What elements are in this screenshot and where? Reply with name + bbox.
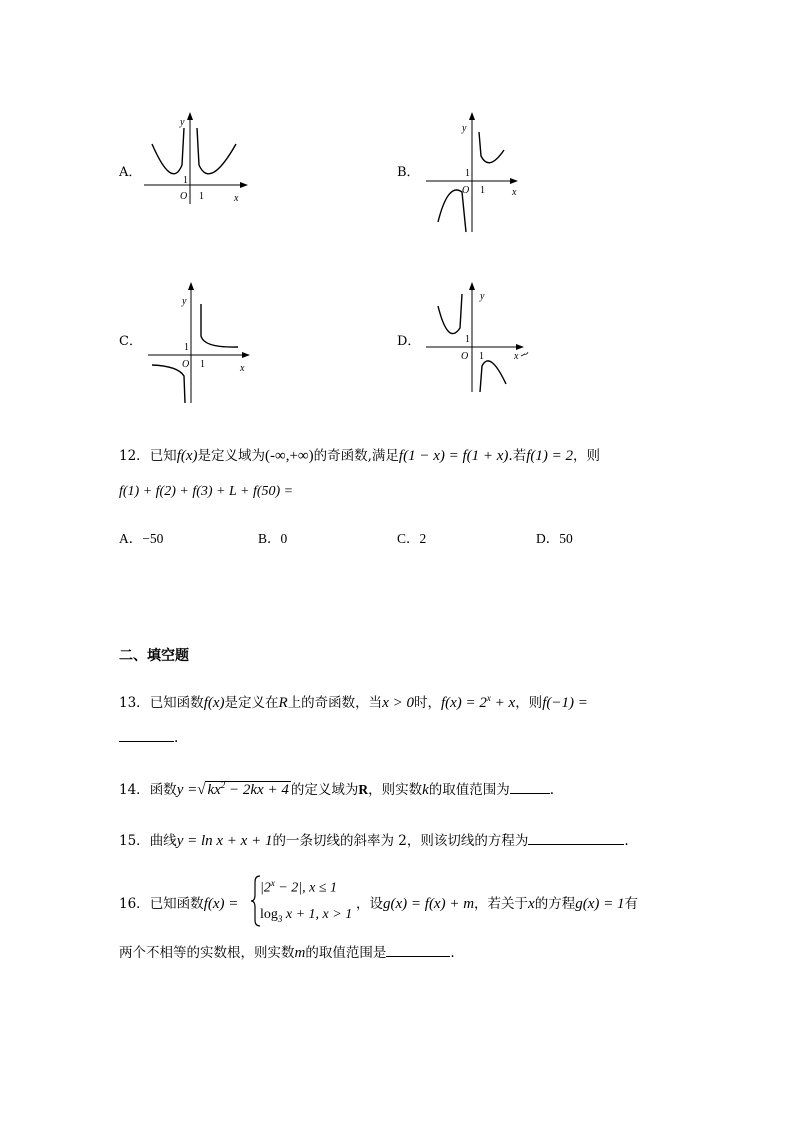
curve-right <box>479 132 504 163</box>
option-b-graph <box>424 110 534 235</box>
q14-k: k <box>422 782 429 798</box>
q16-case2-sub: 3 <box>277 913 283 924</box>
tick-one-x: 1 <box>480 185 485 196</box>
q16-number: 16． <box>119 896 150 912</box>
q13-text: 上的奇函数，当 <box>287 695 383 711</box>
q16-line2 <box>119 942 455 963</box>
q14-number: 14． <box>119 782 150 798</box>
q16-case1-a: |2 <box>260 880 271 896</box>
q16-text: 的方程 <box>534 896 576 912</box>
q14-radicand-a: kx <box>207 782 221 798</box>
q12-choice-d: D．50 <box>536 531 573 546</box>
q15-text: 曲线 <box>149 833 177 849</box>
x-axis-arrow <box>510 178 518 184</box>
curve-left <box>152 128 184 174</box>
tick-one-x: 1 <box>479 351 484 362</box>
q12-text: .若 <box>508 448 527 464</box>
q13-answer-line <box>119 727 178 748</box>
tick-one-x: 1 <box>199 191 204 202</box>
q16-text: 两个不相等的实数根，则实数 <box>119 945 295 961</box>
q16-case2-a: log <box>260 907 278 922</box>
q14-text: ，则实数 <box>368 782 423 798</box>
q13-fx: f(x) <box>203 695 225 711</box>
q12-fx: f(x) <box>176 448 198 464</box>
q13-text: 已知函数 <box>149 695 204 711</box>
q13-expr-exp: x <box>486 693 491 703</box>
q12-condition: f(1 − x) = f(1 + x) <box>398 448 509 464</box>
q12-text: 是定义域为 <box>197 448 266 464</box>
q13-text: 是定义在 <box>224 695 279 711</box>
q12-text: 的奇函数,满足 <box>313 448 399 464</box>
axis-y-label: y <box>182 296 187 307</box>
q13-text: 时， <box>413 695 441 711</box>
axis-y-label: y <box>480 291 485 302</box>
q13-number: 13． <box>119 695 150 711</box>
q13-condition: x > 0 <box>382 695 414 711</box>
q14-text: 函数 <box>149 782 177 798</box>
q15-number: 15． <box>119 833 150 849</box>
x-axis-arrow <box>242 352 250 358</box>
curve-right <box>480 361 506 392</box>
q15-line <box>119 830 629 851</box>
q13-line1 <box>119 688 588 713</box>
q16-start <box>119 894 238 914</box>
q16-text: ，若关于 <box>474 896 529 912</box>
y-axis-arrow <box>188 282 194 290</box>
q12-text: 已知 <box>149 448 177 464</box>
q16-text: ，设 <box>356 896 383 912</box>
q14-radicand-sq: 2 <box>220 780 226 790</box>
q16-rest <box>356 894 638 914</box>
q14-radicand <box>205 781 290 798</box>
q14-radicand-b: − 2kx + 4 <box>225 782 289 798</box>
q12-text: ，则 <box>572 448 600 464</box>
x-axis-arrow <box>240 182 248 188</box>
q14-answer-blank[interactable] <box>510 779 550 794</box>
q14-R: R <box>358 782 369 797</box>
q12-choice-c: C．2 <box>397 531 427 546</box>
origin-label: O <box>180 191 188 202</box>
sqrt-icon: √ <box>197 782 206 798</box>
axis-y-label: y <box>180 117 185 128</box>
axis-x-label: x <box>234 193 239 204</box>
q14-line <box>119 775 554 800</box>
axis-x-label: x <box>512 187 517 198</box>
q15-text: 的一条切线的斜率为 2，则该切线的方程为 <box>272 833 529 849</box>
tick-one-y: 1 <box>184 342 189 353</box>
q13-expr-rhs: + x <box>490 695 516 711</box>
q16-x: x <box>528 896 535 912</box>
axis-x-label: x <box>514 351 519 362</box>
q12-f1: f(1) = 2 <box>526 448 573 464</box>
y-axis-arrow <box>469 282 475 290</box>
x-axis-arrow <box>516 344 524 350</box>
q16-case1-exp: x <box>270 878 275 888</box>
q15-end: . <box>624 833 629 849</box>
option-b-label: B． <box>397 165 420 180</box>
q14-text: 的定义域为 <box>290 782 359 798</box>
origin-label: O <box>182 359 190 370</box>
q13-query: f(−1) = <box>542 695 588 711</box>
q13-end: . <box>174 730 179 746</box>
q13-R: R <box>278 695 288 711</box>
option-d-label: D． <box>397 334 421 349</box>
y-axis-arrow <box>187 112 193 120</box>
q16-answer-blank[interactable] <box>386 942 450 957</box>
q15-curve: y = ln x + x + 1 <box>176 833 273 849</box>
q12-choice-a: A．−50 <box>119 531 164 546</box>
q13-expression <box>441 695 515 711</box>
q14-radical <box>197 775 291 800</box>
return-mark-icon <box>521 352 528 356</box>
q16-f-lhs: f(x) = <box>203 896 239 912</box>
q16-end: . <box>450 945 455 961</box>
q13-text: ，则 <box>515 695 543 711</box>
option-c-graph <box>146 280 258 405</box>
q16-m: m <box>294 945 306 961</box>
q12-line1 <box>119 446 600 466</box>
curve-left <box>438 294 462 334</box>
origin-label: O <box>462 185 470 196</box>
q14-text: 的取值范围为 <box>428 782 510 798</box>
q16-g-def: g(x) = f(x) + m <box>383 896 475 912</box>
option-c-label: C． <box>119 334 142 349</box>
axis-x-label: x <box>240 363 245 374</box>
q16-case1 <box>260 878 337 897</box>
q16-g-eq: g(x) = 1 <box>575 896 625 912</box>
q15-answer-blank[interactable] <box>528 830 624 845</box>
origin-label: O <box>461 351 469 362</box>
q12-sum: f(1) + f(2) + f(3) + L + f(50) = <box>119 484 294 499</box>
curve-left <box>152 365 185 403</box>
curve-right <box>197 128 236 174</box>
q16-text: 已知函数 <box>149 896 204 912</box>
q13-answer-blank[interactable] <box>119 727 174 742</box>
q12-number: 12． <box>119 448 150 464</box>
q16-text: 有 <box>624 896 638 912</box>
y-axis-arrow <box>469 112 475 120</box>
curve-left <box>438 190 466 232</box>
q12-line2 <box>119 481 293 502</box>
q14-y-eq: y = <box>176 782 198 798</box>
q13-expr-lhs: f(x) = 2 <box>440 695 487 711</box>
option-a-label: A． <box>119 165 142 180</box>
q12-choice-b: B．0 <box>258 531 288 546</box>
q16-text: 的取值范围是 <box>305 945 387 961</box>
curve-right <box>201 304 238 347</box>
q16-case2-b: x + 1, x > 1 <box>282 907 353 922</box>
option-d-graph <box>424 280 538 395</box>
tick-one-y: 1 <box>465 168 470 179</box>
q14-end: . <box>549 782 555 798</box>
tick-one-y: 1 <box>465 334 470 345</box>
option-a-graph <box>142 110 254 205</box>
q16-case2 <box>260 907 352 924</box>
axis-y-label: y <box>462 123 467 134</box>
section-title: 二、填空题 <box>119 648 189 664</box>
tick-one-y: 1 <box>183 175 188 186</box>
q12-domain: (-∞,+∞) <box>265 448 314 464</box>
q16-case1-b: − 2|, x ≤ 1 <box>274 880 338 896</box>
tick-one-x: 1 <box>200 359 205 370</box>
